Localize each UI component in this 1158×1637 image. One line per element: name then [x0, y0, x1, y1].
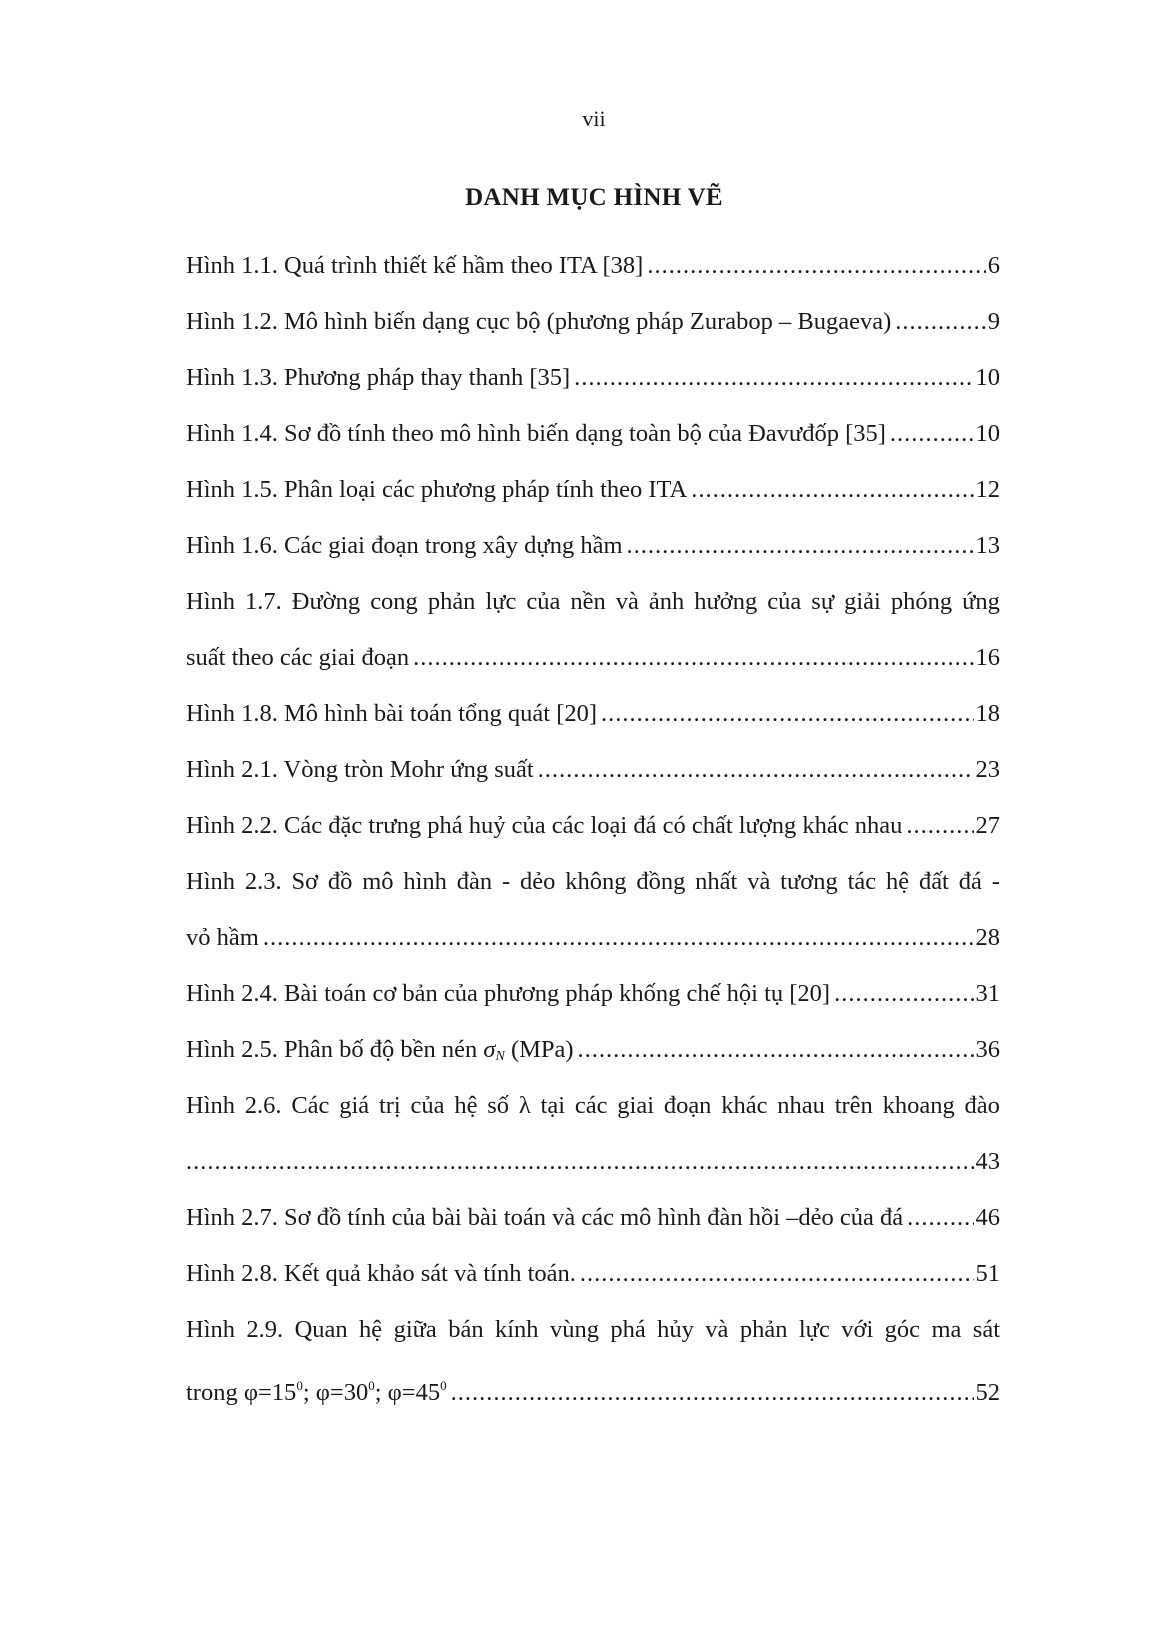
word: và [615, 588, 639, 615]
word: sự [811, 588, 835, 615]
word: kính [494, 1316, 539, 1343]
entry-page: 27 [975, 812, 1000, 839]
toc-entry[interactable] [186, 574, 1000, 686]
word: phá [610, 1316, 646, 1343]
superscript: 0 [368, 1378, 375, 1393]
entry-text: Hình 1.5. Phân loại các phương pháp tính theo ITA [186, 476, 688, 503]
entry-page: 16 [975, 644, 1000, 671]
word: giá [339, 1092, 370, 1119]
word: số [487, 1092, 510, 1119]
toc-entry[interactable] [186, 462, 1000, 518]
entry-text: Hình 1.6. Các giai đoạn trong xây dựng hầm [186, 532, 623, 559]
toc-entry[interactable] [186, 406, 1000, 462]
entry-text: Hình 2.4. Bài toán cơ bản của phương pháp khống chế hội tụ [20] [186, 980, 831, 1007]
word: và [705, 1316, 729, 1343]
entry-page: 9 [987, 308, 1000, 335]
text-part: ; φ=30 [302, 1379, 369, 1406]
word: mô [362, 868, 394, 895]
entry-text-after: (MPa) [504, 1036, 574, 1063]
dot-leader [691, 462, 973, 518]
entry-page: 6 [987, 252, 1000, 279]
entry-text: Hình 2.8. Kết quả khảo sát và tính toán. [186, 1260, 576, 1287]
page-number: vii [582, 106, 606, 131]
entry-page: 10 [975, 420, 1000, 447]
entry-text: Hình 2.2. Các đặc trưng phá huỷ của các loại đá có chất lượng khác nhau [186, 812, 903, 839]
word: khoang [882, 1092, 955, 1119]
figure-list [186, 238, 1000, 1414]
dot-leader [574, 350, 973, 406]
word: khác [721, 1092, 768, 1119]
dot-leader [413, 630, 973, 686]
toc-entry[interactable] [186, 294, 1000, 350]
word: trên [834, 1092, 873, 1119]
word: phản [739, 1316, 788, 1343]
word: vùng [549, 1316, 599, 1343]
toc-entry[interactable] [186, 1078, 1000, 1190]
dot-leader [186, 1134, 974, 1190]
word: và [747, 868, 771, 895]
entry-text: Hình 1.1. Quá trình thiết kế hầm theo ITA [38] [186, 252, 644, 279]
word: Hình [186, 588, 235, 615]
entry-page: 51 [975, 1260, 1000, 1287]
word: hệ [885, 868, 910, 895]
toc-entry[interactable] [186, 966, 1000, 1022]
sigma-symbol: σ [483, 1036, 496, 1063]
entry-text: suất theo các giai đoạn [186, 644, 410, 671]
entry-text [186, 1358, 447, 1421]
word: không [565, 868, 627, 895]
word: giai [617, 1092, 655, 1119]
toc-entry[interactable] [186, 1190, 1000, 1246]
toc-entry[interactable] [186, 350, 1000, 406]
entry-text: Hình 1.8. Mô hình bài toán tổng quát [20] [186, 700, 598, 727]
word: Quan [294, 1316, 348, 1343]
toc-entry[interactable] [186, 518, 1000, 574]
word: hình [403, 868, 447, 895]
entry-page: 23 [975, 756, 1000, 783]
entry-page: 31 [975, 980, 1000, 1007]
word: tác [847, 868, 877, 895]
dot-leader [890, 406, 974, 462]
word: 2.3. [244, 868, 282, 895]
entry-text-line1 [186, 1078, 1000, 1134]
word: 2.9. [246, 1316, 284, 1343]
word: 1.7. [245, 588, 282, 615]
word: ảnh [648, 588, 685, 615]
word: giải [844, 588, 881, 615]
word: đào [964, 1092, 1000, 1119]
word: với [841, 1316, 874, 1343]
dot-leader [895, 294, 985, 350]
entry-text [186, 1022, 574, 1085]
entry-text-line1 [186, 854, 1000, 910]
toc-entry[interactable] [186, 1022, 1000, 1078]
word: đồ [327, 868, 353, 895]
page-title: DANH MỤC HÌNH VẼ [465, 184, 723, 211]
word: hủy [657, 1316, 694, 1343]
dot-leader [263, 910, 974, 966]
entry-text-line1 [186, 1302, 1000, 1358]
dot-leader [907, 1190, 973, 1246]
word: ứng [962, 588, 1000, 615]
toc-entry[interactable] [186, 798, 1000, 854]
dot-leader [538, 742, 974, 798]
text-part: trong φ=15 [186, 1379, 297, 1406]
entry-page: 36 [975, 1036, 1000, 1063]
word: đàn [456, 868, 493, 895]
word: cong [370, 588, 418, 615]
word: nhau [777, 1092, 825, 1119]
word: Các [291, 1092, 330, 1119]
entry-text: Hình 2.1. Vòng tròn Mohr ứng suất [186, 756, 534, 783]
subscript: N [495, 1049, 505, 1064]
word: lực [798, 1316, 830, 1343]
entry-page: 46 [975, 1204, 1000, 1231]
entry-page: 12 [975, 476, 1000, 503]
word: nhất [695, 868, 738, 895]
toc-entry[interactable] [186, 238, 1000, 294]
word: của [526, 588, 561, 615]
entry-text: Hình 1.3. Phương pháp thay thanh [35] [186, 364, 571, 391]
word: nền [570, 588, 606, 615]
superscript: 0 [296, 1378, 303, 1393]
word: tại [540, 1092, 566, 1119]
word: Hình [186, 1316, 235, 1343]
word: của [767, 588, 802, 615]
word: đồng [636, 868, 686, 895]
word: lực [485, 588, 517, 615]
entry-page: 10 [975, 364, 1000, 391]
dot-leader [451, 1365, 974, 1421]
word: đất [918, 868, 949, 895]
word: phóng [890, 588, 953, 615]
entry-page: 43 [975, 1148, 1000, 1175]
word: góc [884, 1316, 921, 1343]
entry-page: 18 [975, 700, 1000, 727]
word: Sơ [291, 868, 319, 895]
word: phản [427, 588, 476, 615]
word: bán [448, 1316, 484, 1343]
word: λ [518, 1092, 531, 1119]
toc-entry[interactable] [186, 854, 1000, 966]
entry-text-line1 [186, 574, 1000, 630]
dot-leader [580, 1246, 974, 1302]
word: hưởng [694, 588, 758, 615]
word: hệ [359, 1316, 383, 1343]
word: 2.6. [244, 1092, 282, 1119]
text-part: ; φ=45 [374, 1379, 441, 1406]
word: - [502, 868, 511, 895]
word: đoạn [663, 1092, 712, 1119]
superscript: 0 [440, 1378, 447, 1393]
entry-page: 13 [975, 532, 1000, 559]
dot-leader [906, 798, 973, 854]
dot-leader [601, 686, 973, 742]
word: Hình [186, 1092, 235, 1119]
toc-entry[interactable] [186, 1246, 1000, 1302]
word: các [574, 1092, 608, 1119]
word: trị [378, 1092, 401, 1119]
word: Hình [186, 868, 235, 895]
word: của [410, 1092, 445, 1119]
word: sát [972, 1316, 1000, 1343]
entry-text: Hình 1.2. Mô hình biến dạng cục bộ (phương pháp Zurabop – Bugaeva) [186, 308, 892, 335]
word: dẻo [520, 868, 556, 895]
toc-entry[interactable] [186, 742, 1000, 798]
word: tương [780, 868, 838, 895]
dot-leader [627, 518, 974, 574]
toc-entry[interactable] [186, 686, 1000, 742]
entry-text: Hình 1.4. Sơ đồ tính theo mô hình biến dạng toàn bộ của Đavưđốp [35] [186, 420, 886, 447]
word: hệ [454, 1092, 478, 1119]
word: Đường [291, 588, 361, 615]
word: đá [958, 868, 982, 895]
dot-leader [647, 238, 985, 294]
entry-text: vỏ hầm [186, 924, 259, 951]
word: ma [931, 1316, 962, 1343]
entry-text-before: Hình 2.5. Phân bố độ bền nén [186, 1036, 484, 1063]
word: giữa [393, 1316, 437, 1343]
entry-text: Hình 2.7. Sơ đồ tính của bài bài toán và các mô hình đàn hồi –dẻo của đá [186, 1204, 904, 1231]
dot-leader [834, 966, 973, 1022]
entry-page: 28 [975, 924, 1000, 951]
dot-leader [578, 1022, 974, 1078]
entry-page: 52 [975, 1379, 1000, 1406]
word: - [991, 868, 1000, 895]
toc-entry[interactable] [186, 1302, 1000, 1414]
